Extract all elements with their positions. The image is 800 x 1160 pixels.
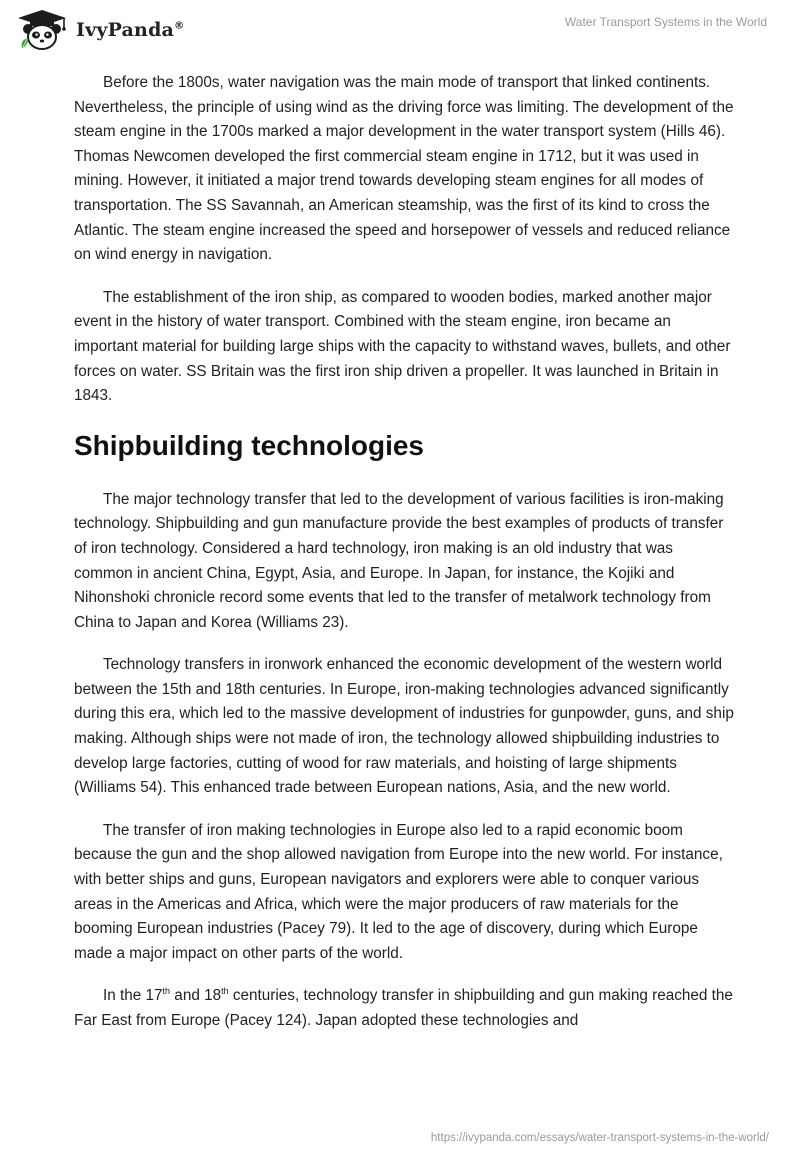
p6-part2: and 18 <box>170 987 222 1005</box>
p6-sup2: th <box>221 986 229 997</box>
paragraph-steam-engine: Before the 1800s, water navigation was the main mode of transport that linked continents. Nevertheless, the principle of using wind as the driving force was limiting. The development of the steam engine in the 1700s marked a major development in the water transport system (Hills 46). Thomas Newcomen developed the first commercial steam engine in 1712, but it was used in mining. However, it initiated a major trend towards developing steam engines for all modes of transportation. The SS Savannah, an American steamship, was the first of its kind to cross the Atlantic. The steam engine increased the speed and horsepower of vessels and reduced reliance on wind energy in navigation. <box>74 74 734 264</box>
page-header <box>0 0 800 60</box>
logo-wordmark: IvyPanda® <box>76 19 185 41</box>
p6-part3: centuries, technology transfer in shipbuilding and gun making reached the Far East from Europe (Pacey 124). Japan adopted these technologies and <box>74 987 733 1029</box>
source-url-link[interactable]: https://ivypanda.com/essays/water-transport-systems-in-the-world/ <box>430 1132 769 1144</box>
paragraph-iron-ship: The establishment of the iron ship, as compared to wooden bodies, marked another major event in the history of water transport. Combined with the steam engine, iron became an important material for building large ships with the capacity to withstand waves, bullets, and other forces on water. SS Britain was the first iron ship driven a propeller. It was launched in Britain in 1843. <box>74 288 731 405</box>
paragraph-economic-boom: The transfer of iron making technologies in Europe also led to a rapid economic boom because the gun and the shop allowed navigation from Europe into the new world. For instance, with better ships and guns, European navigators and explorers were able to conquer various areas in the Americas and Africa, which were the major producers of raw materials for the booming European industries (Pacey 79). It led to the age of discovery, during which Europe made a major impact on other parts of the world. <box>74 821 723 962</box>
paragraph-ironwork-transfers: Technology transfers in ironwork enhanced the economic development of the western world between the 15th and 18th centuries. In Europe, iron-making technologies advanced significantly during this era, which led to the massive development of industries for gunpowder, guns, and ship making. Although ships were not made of iron, the technology allowed shipbuilding industries to develop large factories, cutting of wood for raw materials, and hoisting of large shipments (Williams 54). This enhanced trade between European nations, Asia, and the new world. <box>74 656 734 797</box>
panda-graduate-icon <box>14 8 70 52</box>
paragraph-iron-making: The major technology transfer that led to the development of various facilities is iron-making technology. Shipbuilding and gun manufacture provide the best examples of products of transfer of iron technology. Considered a hard technology, iron making is an old industry that was common in ancient China, Egypt, Asia, and Europe. In Japan, for instance, the Kojiki and Nihonshoki chronicle record some events that led to the transfer of metalwork technology from China to Japan and Korea (Williams 23). <box>74 490 724 631</box>
section-heading: Shipbuilding technologies <box>74 429 424 461</box>
essay-content <box>74 71 734 1052</box>
paragraph-far-east <box>74 984 734 1033</box>
document-title: Water Transport Systems in the World <box>564 15 767 29</box>
ivypanda-logo[interactable] <box>14 8 184 52</box>
registered-mark: ® <box>174 20 185 32</box>
p6-part1: In the 17 <box>103 987 163 1005</box>
p6-sup1: th <box>162 986 171 997</box>
